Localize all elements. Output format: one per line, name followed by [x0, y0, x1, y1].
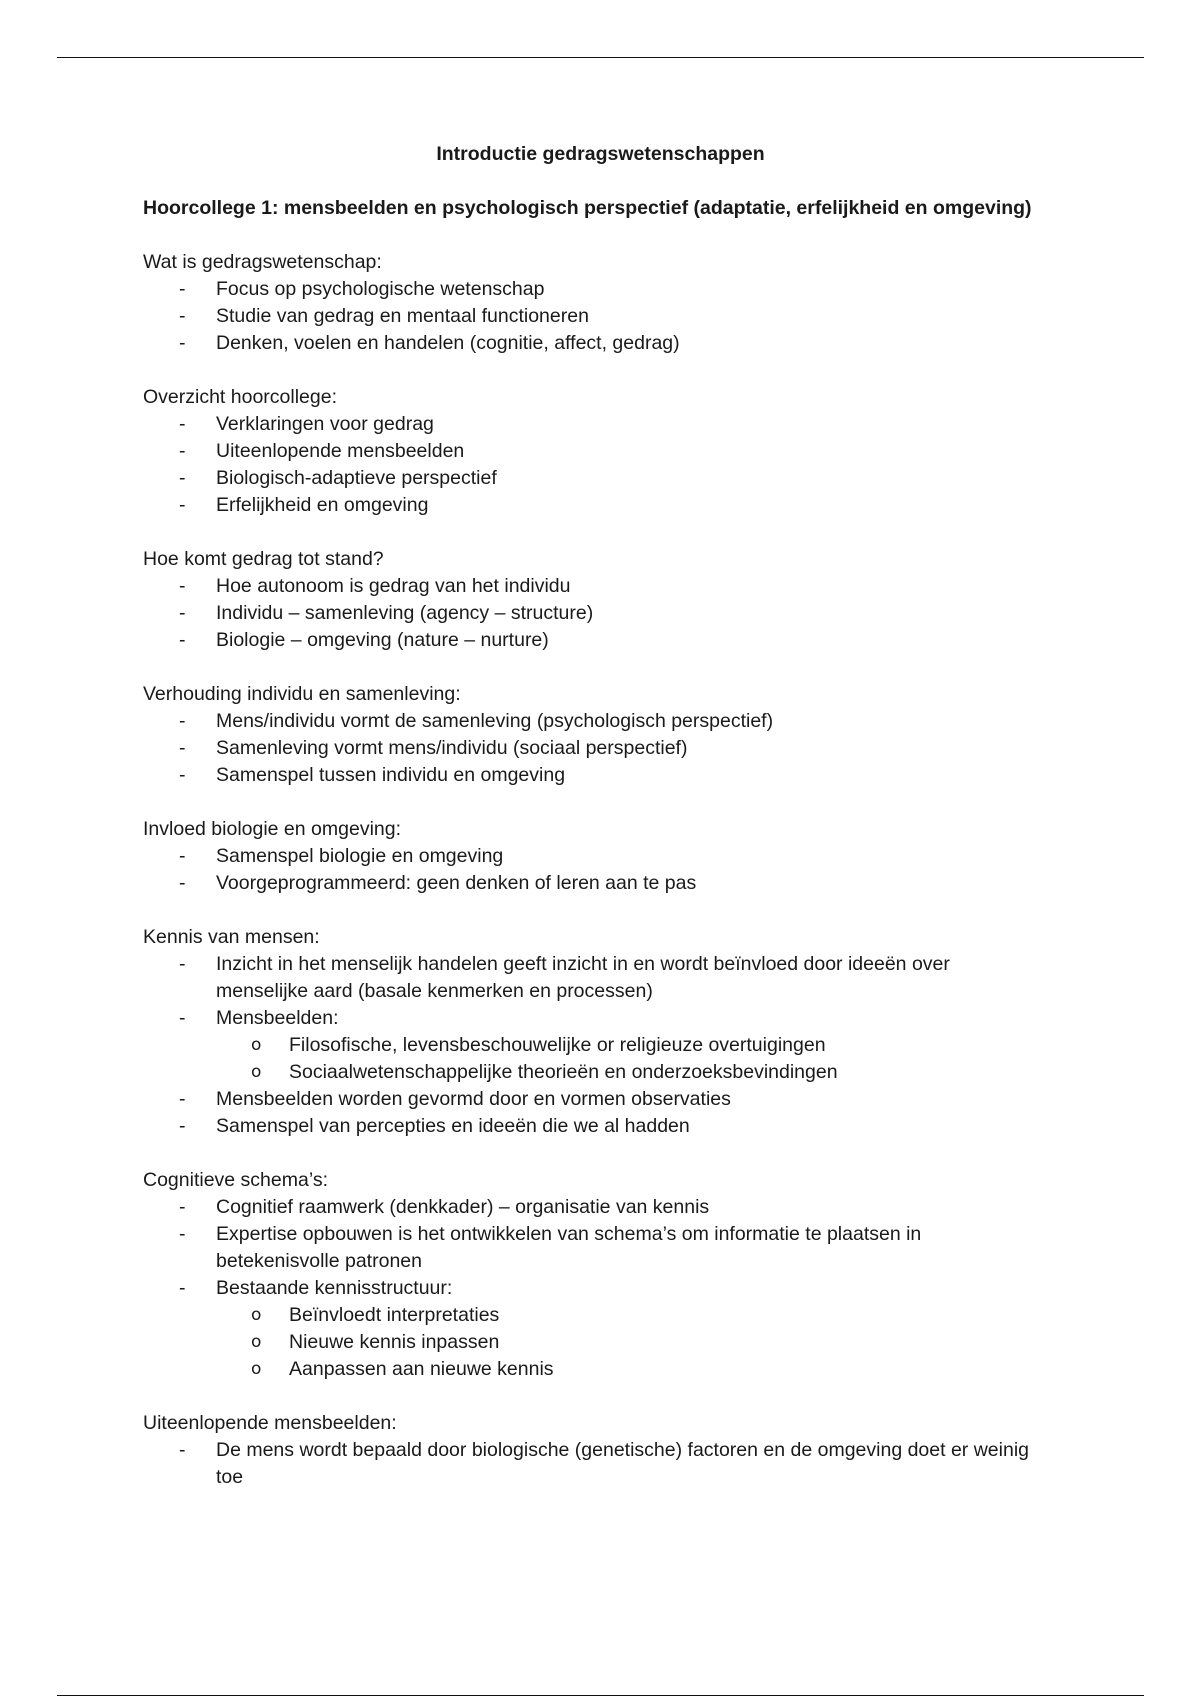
list-item [179, 1437, 1043, 1491]
section [143, 681, 1043, 789]
dash-bullet-icon: - [179, 953, 186, 975]
list-item-text: Inzicht in het menselijk handelen geeft inzicht in en wordt beïnvloed door ideeën over menselijke aard (basale kenmerken en processen) [216, 953, 950, 1002]
list-item [179, 438, 1043, 465]
list-item-text: Denken, voelen en handelen (cognitie, affect, gedrag) [216, 332, 680, 354]
list-item-text: Bestaande kennisstructuur: [216, 1277, 453, 1299]
dash-bullet-icon: - [179, 494, 186, 516]
sub-list-item [251, 1329, 1043, 1356]
list-item-text: Samenspel tussen individu en omgeving [216, 764, 566, 786]
list-item-text: Erfelijkheid en omgeving [216, 494, 429, 516]
dash-bullet-icon: - [179, 1223, 186, 1245]
sub-list-item [251, 1032, 1043, 1059]
dash-bullet-icon: - [179, 1196, 186, 1218]
lecture-heading: Hoorcollege 1: mensbeelden en psychologisch perspectief (adaptatie, erfelijkheid en omgeving) [143, 197, 1032, 219]
section-heading: Cognitieve schema’s: [143, 1169, 328, 1191]
section [143, 924, 1043, 1140]
bullet-list [143, 276, 1043, 357]
bullet-list [143, 951, 1043, 1140]
list-item [179, 1005, 1043, 1086]
section [143, 249, 1043, 357]
circle-bullet-icon: o [251, 1062, 262, 1082]
list-item-text: Expertise opbouwen is het ontwikkelen van schema’s om informatie te plaatsen in betekenisvolle patronen [216, 1223, 922, 1272]
bullet-list [143, 708, 1043, 789]
list-item-text: Studie van gedrag en mentaal functioneren [216, 305, 589, 327]
circle-bullet-icon: o [251, 1305, 262, 1325]
list-item [179, 276, 1043, 303]
circle-bullet-icon: o [251, 1359, 262, 1379]
list-item-text: De mens wordt bepaald door biologische (genetische) factoren en de omgeving doet er weinig toe [216, 1439, 1029, 1488]
footer-rule [57, 1695, 1144, 1696]
list-item-text: Uiteenlopende mensbeelden [216, 440, 465, 462]
list-item-text: Biologisch-adaptieve perspectief [216, 467, 497, 489]
document-body [143, 141, 1043, 1518]
sub-list-item-text: Sociaalwetenschappelijke theorieën en onderzoeksbevindingen [289, 1061, 838, 1083]
section-heading: Uiteenlopende mensbeelden: [143, 1412, 397, 1434]
bullet-list [143, 1194, 1043, 1383]
section [143, 1167, 1043, 1383]
sub-list-item-text: Filosofische, levensbeschouwelijke or religieuze overtuigingen [289, 1034, 826, 1056]
list-item [179, 492, 1043, 519]
list-item [179, 465, 1043, 492]
list-item-text: Biologie – omgeving (nature – nurture) [216, 629, 549, 651]
section-heading: Wat is gedragswetenschap: [143, 251, 382, 273]
list-item [179, 762, 1043, 789]
sub-list-item-text: Beïnvloedt interpretaties [289, 1304, 500, 1326]
section [143, 1410, 1043, 1491]
list-item-text: Cognitief raamwerk (denkkader) – organisatie van kennis [216, 1196, 710, 1218]
section-heading: Kennis van mensen: [143, 926, 320, 948]
dash-bullet-icon: - [179, 1439, 186, 1461]
circle-bullet-icon: o [251, 1332, 262, 1352]
list-item [179, 1275, 1043, 1383]
list-item-text: Voorgeprogrammeerd: geen denken of leren aan te pas [216, 872, 697, 894]
dash-bullet-icon: - [179, 467, 186, 489]
dash-bullet-icon: - [179, 1088, 186, 1110]
dash-bullet-icon: - [179, 440, 186, 462]
dash-bullet-icon: - [179, 1277, 186, 1299]
dash-bullet-icon: - [179, 764, 186, 786]
list-item [179, 573, 1043, 600]
section [143, 816, 1043, 897]
sub-list-item [251, 1356, 1043, 1383]
list-item-text: Focus op psychologische wetenschap [216, 278, 545, 300]
section-heading: Invloed biologie en omgeving: [143, 818, 402, 840]
sub-list-item-text: Nieuwe kennis inpassen [289, 1331, 500, 1353]
list-item-text: Individu – samenleving (agency – structure) [216, 602, 594, 624]
list-item [179, 951, 1043, 1005]
list-item-text: Mensbeelden: [216, 1007, 339, 1029]
sub-list-item [251, 1302, 1043, 1329]
dash-bullet-icon: - [179, 737, 186, 759]
list-item-text: Verklaringen voor gedrag [216, 413, 434, 435]
document-title: Introductie gedragswetenschappen [436, 143, 765, 165]
list-item-text: Samenspel van percepties en ideeën die we al hadden [216, 1115, 690, 1137]
list-item [179, 708, 1043, 735]
list-item [179, 600, 1043, 627]
dash-bullet-icon: - [179, 1115, 186, 1137]
sub-bullet-list [216, 1302, 1043, 1383]
list-item-text: Mensbeelden worden gevormd door en vormen observaties [216, 1088, 731, 1110]
bullet-list [143, 411, 1043, 519]
sub-list-item-text: Aanpassen aan nieuwe kennis [289, 1358, 554, 1380]
dash-bullet-icon: - [179, 1007, 186, 1029]
section-heading: Overzicht hoorcollege: [143, 386, 338, 408]
section-heading: Verhouding individu en samenleving: [143, 683, 461, 705]
list-item [179, 843, 1043, 870]
list-item-text: Samenspel biologie en omgeving [216, 845, 504, 867]
section [143, 546, 1043, 654]
dash-bullet-icon: - [179, 332, 186, 354]
dash-bullet-icon: - [179, 413, 186, 435]
header-rule [57, 57, 1144, 58]
list-item [179, 303, 1043, 330]
dash-bullet-icon: - [179, 845, 186, 867]
list-item [179, 1086, 1043, 1113]
dash-bullet-icon: - [179, 305, 186, 327]
sub-list-item [251, 1059, 1043, 1086]
list-item [179, 735, 1043, 762]
list-item-text: Samenleving vormt mens/individu (sociaal perspectief) [216, 737, 688, 759]
dash-bullet-icon: - [179, 575, 186, 597]
list-item-text: Hoe autonoom is gedrag van het individu [216, 575, 571, 597]
list-item [179, 1113, 1043, 1140]
sections-container [143, 249, 1043, 1491]
list-item [179, 870, 1043, 897]
dash-bullet-icon: - [179, 629, 186, 651]
list-item [179, 330, 1043, 357]
bullet-list [143, 1437, 1043, 1491]
dash-bullet-icon: - [179, 710, 186, 732]
section [143, 384, 1043, 519]
section-heading: Hoe komt gedrag tot stand? [143, 548, 384, 570]
dash-bullet-icon: - [179, 278, 186, 300]
list-item [179, 1221, 1043, 1275]
list-item [179, 627, 1043, 654]
list-item [179, 1194, 1043, 1221]
dash-bullet-icon: - [179, 602, 186, 624]
list-item [179, 411, 1043, 438]
sub-bullet-list [216, 1032, 1043, 1086]
dash-bullet-icon: - [179, 872, 186, 894]
circle-bullet-icon: o [251, 1035, 262, 1055]
list-item-text: Mens/individu vormt de samenleving (psychologisch perspectief) [216, 710, 774, 732]
bullet-list [143, 843, 1043, 897]
bullet-list [143, 573, 1043, 654]
